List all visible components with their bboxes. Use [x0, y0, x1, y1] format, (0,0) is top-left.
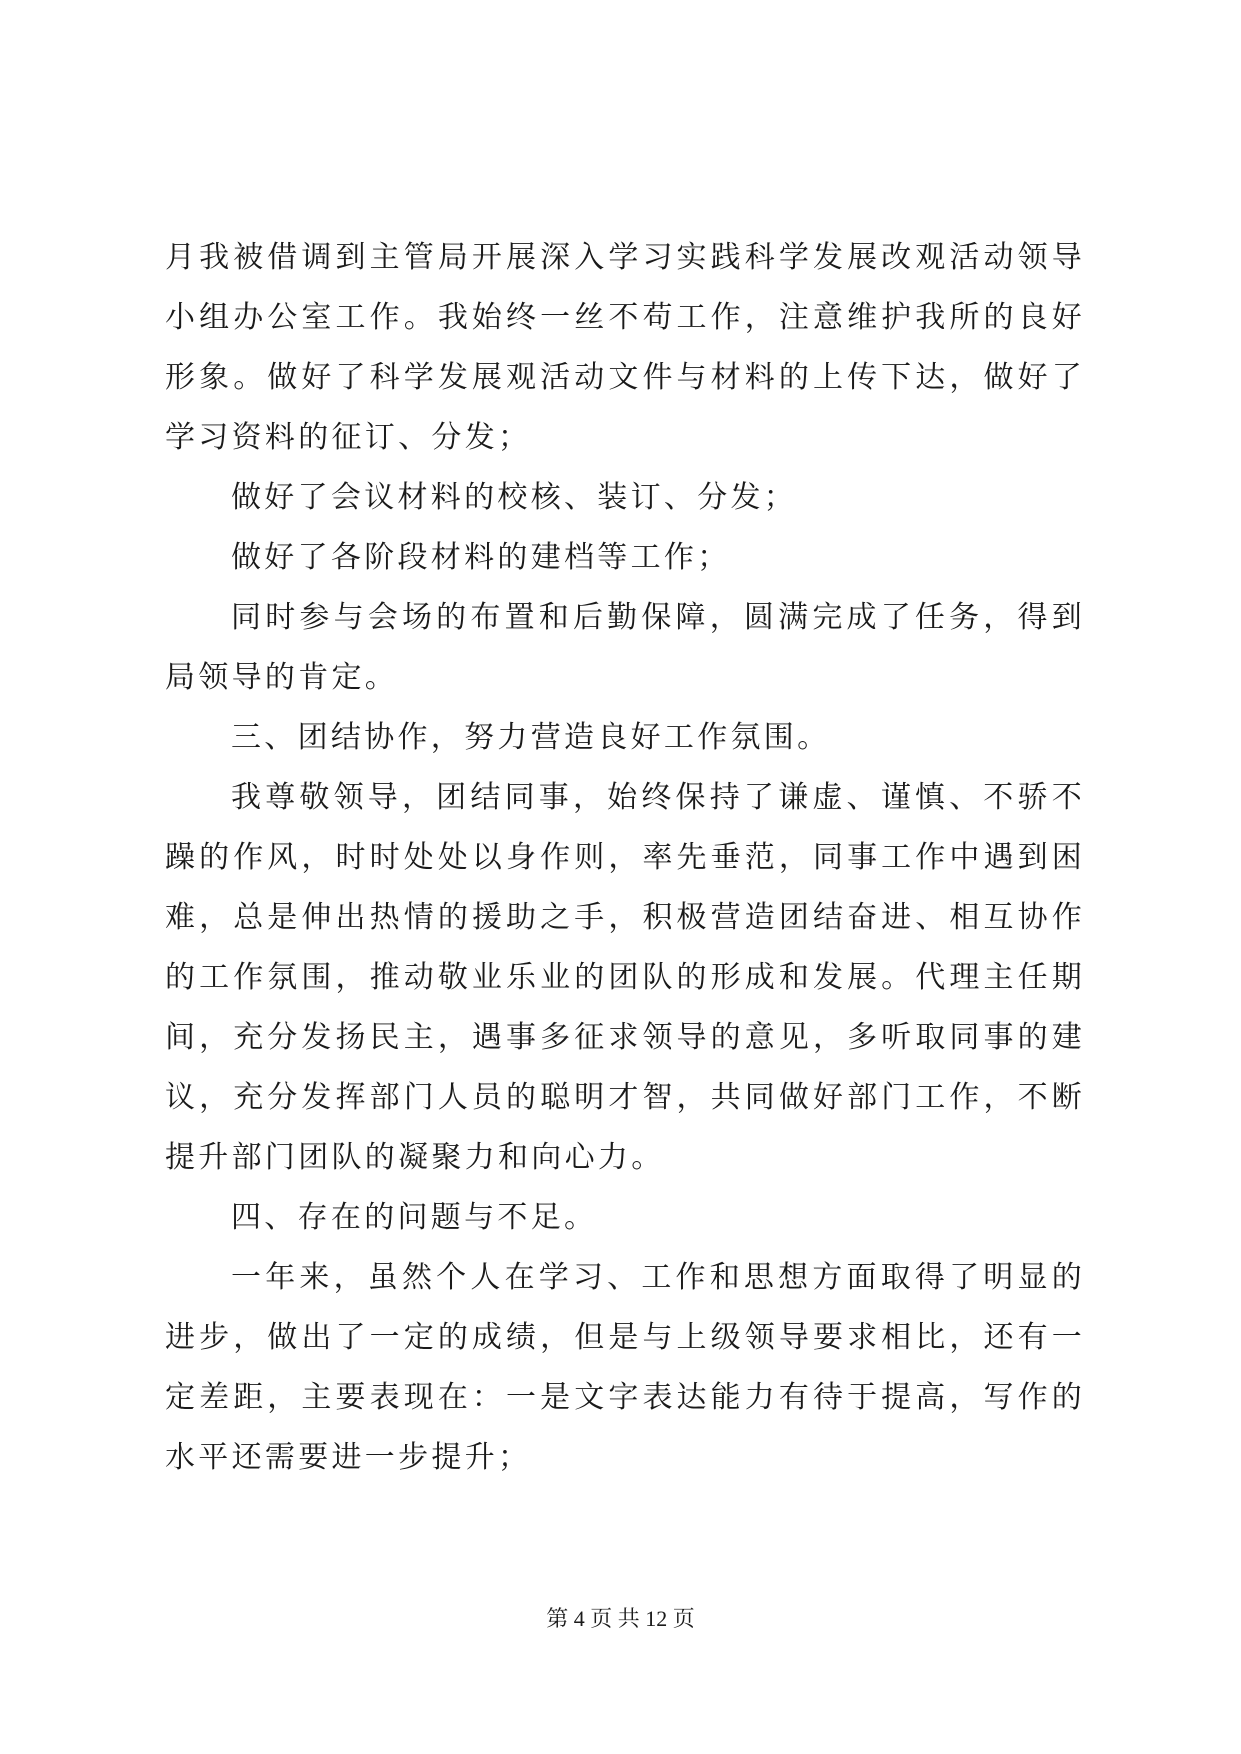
page-footer [0, 1605, 1241, 1633]
paragraph-1: 月我被借调到主管局开展深入学习实践科学发展改观活动领导小组办公室工作。我始终一丝不苟工作，注意维护我所的良好形象。做好了科学发展观活动文件与材料的上传下达，做好了学习资料的征订、分发； [165, 240, 1085, 455]
paragraph-2: 做好了会议材料的校核、装订、分发； [231, 480, 798, 515]
document-body [165, 228, 1085, 1488]
page-number: 第 4 页 共 12 页 [546, 1606, 695, 1631]
paragraph-5: 我尊敬领导，团结同事，始终保持了谦虚、谨慎、不骄不躁的作风，时时处处以身作则，率先垂范，同事工作中遇到困难，总是伸出热情的援助之手，积极营造团结奋进、相互协作的工作氛围，推动敬业乐业的团队的形成和发展。代理主任期间，充分发扬民主，遇事多征求领导的意见，多听取同事的建议，充分发挥部门人员的聪明才智，共同做好部门工作，不断提升部门团队的凝聚力和向心力。 [165, 780, 1085, 1175]
paragraph-6: 一年来，虽然个人在学习、工作和思想方面取得了明显的进步，做出了一定的成绩，但是与上级领导要求相比，还有一定差距，主要表现在：一是文字表达能力有待于提高，写作的水平还需要进一步提升； [165, 1260, 1085, 1475]
section-heading-4: 四、存在的问题与不足。 [231, 1200, 598, 1235]
section-heading-3: 三、团结协作，努力营造良好工作氛围。 [231, 720, 831, 755]
paragraph-3: 做好了各阶段材料的建档等工作； [231, 540, 731, 575]
paragraph-4: 同时参与会场的布置和后勤保障，圆满完成了任务，得到局领导的肯定。 [165, 600, 1085, 695]
